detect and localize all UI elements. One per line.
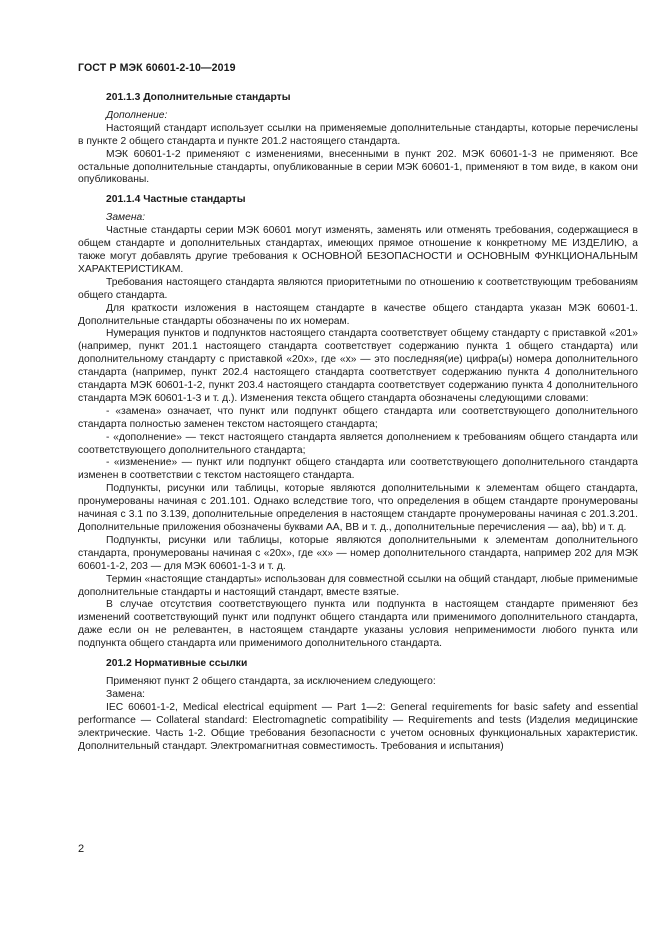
- paragraph: Применяют пункт 2 общего стандарта, за исключением следующего:: [106, 675, 436, 687]
- paragraph: - «изменение» — пункт или подпункт общего стандарта или соответствующего дополнительного стандарта изменен в соответствии с текстом настоящего стандарта.: [78, 457, 638, 482]
- page-number: 2: [78, 843, 85, 855]
- paragraph: Подпункты, рисунки или таблицы, которые являются дополнительными к элементам дополнительного стандарта, пронумерованы начиная с «20х», где «х» — номер дополнительного стандарта, например 202 для МЭК 60601-1-2, 203 — для МЭК 60601-1-3 и т. д.: [78, 534, 638, 572]
- paragraph: МЭК 60601-1-2 применяют с изменениями, внесенными в пункт 202. МЭК 60601-1-3 не применяют. Все остальные дополнительные стандарты, опубликованные в серии МЭК 60601-1, применяют в том виде, в каком они опубликованы.: [78, 148, 638, 186]
- paragraph: Требования настоящего стандарта являются приоритетными по отношению к соответствующим требованиям общего стандарта.: [78, 276, 638, 301]
- document-body: [78, 92, 638, 753]
- running-header: ГОСТ Р МЭК 60601-2-10—2019: [78, 62, 236, 74]
- paragraph: Настоящий стандарт использует ссылки на применяемые дополнительные стандарты, которые перечислены в пункте 2 общего стандарта и пункте 201.2 настоящего стандарта.: [78, 122, 638, 147]
- paragraph: Замена:: [106, 688, 146, 700]
- paragraph: Для краткости изложения в настоящем стандарте в качестве общего стандарта указан МЭК 60601-1. Дополнительные стандарты обозначены по их номерам.: [78, 302, 638, 327]
- paragraph: IEC 60601-1-2, Medical electrical equipment — Part 1—2: General requirements for basic safety and essential performance — Collateral standard: Electromagnetic compatibility — Requirements and tests (Изделия медицинские электрические. Часть 1-2. Общие требования безопасности с учетом основных функциональных характеристик. Дополнительный стандарт. Электромагнитная совместимость. Требования и испытания): [78, 701, 638, 752]
- paragraph: Частные стандарты серии МЭК 60601 могут изменять, заменять или отменять требования, содержащиеся в общем стандарте и дополнительных стандартах, имеющих прямое отношение к конкретному МЕ ИЗДЕЛИЮ, а также могут добавлять другие требования к ОСНОВНОЙ БЕЗОПАСНОСТИ и ОСНОВНЫМ ФУНКЦИОНАЛЬНЫМ ХАРАКТЕРИСТИКАМ.: [78, 225, 638, 275]
- paragraph: - «замена» означает, что пункт или подпункт общего стандарта или соответствующего дополнительного стандарта полностью заменен текстом настоящего стандарта;: [78, 405, 638, 430]
- change-marker: Дополнение:: [106, 109, 168, 121]
- change-marker: Замена:: [106, 212, 146, 224]
- section-heading: 201.1.3 Дополнительные стандарты: [106, 92, 291, 103]
- paragraph: Термин «настоящие стандарты» использован для совместной ссылки на общий стандарт, любые применимые дополнительные стандарты и настоящий стандарт, вместе взятые.: [78, 573, 638, 598]
- paragraph: В случае отсутствия соответствующего пункта или подпункта в настоящем стандарте применяют без изменений соответствующий пункт или подпункт общего стандарта или применимого дополнительного стандарта, даже если он не релевантен, в настоящем стандарте указаны условия неприменимости любого пункта или подпункта общего стандарта или применимого дополнительного стандарта.: [78, 599, 638, 650]
- paragraph: Нумерация пунктов и подпунктов настоящего стандарта соответствует общему стандарту с приставкой «201» (например, пункт 201.1 настоящего стандарта соответствует содержанию пункта 1 общего стандарта) или дополнительному стандарту с приставкой «20х», где «х» — это последняя(ие) цифра(ы) номера дополнительного стандарта (например, пункт 202.4 настоящего стандарта соответствует содержанию пункта 4 дополнительного стандарта МЭК 60601-1-2, пункт 203.4 настоящего стандарта соответствует содержанию пункта 4 дополнительного стандарта МЭК 60601-1-3 и т. д.). Изменения текста общего стандарта обозначены следующими словами:: [78, 328, 638, 404]
- section-heading: 201.2 Нормативные ссылки: [106, 658, 248, 670]
- paragraph: Подпункты, рисунки или таблицы, которые являются дополнительными к элементам общего стандарта, пронумерованы начиная с 201.101. Однако вследствие того, что определения в общем стандарте пронумерованы начиная с 3.1 по 3.139, дополнительные определения в настоящем стандарте пронумерованы начиная с 201.3.201. Дополнительные приложения обозначены буквами АА, ВВ и т. д., дополнительные перечисления — аа), bb) и т. д.: [78, 483, 638, 533]
- paragraph: - «дополнение» — текст настоящего стандарта является дополнением к требованиям общего стандарта или соответствующего дополнительного стандарта;: [78, 431, 638, 456]
- section-heading: 201.1.4 Частные стандарты: [106, 194, 246, 206]
